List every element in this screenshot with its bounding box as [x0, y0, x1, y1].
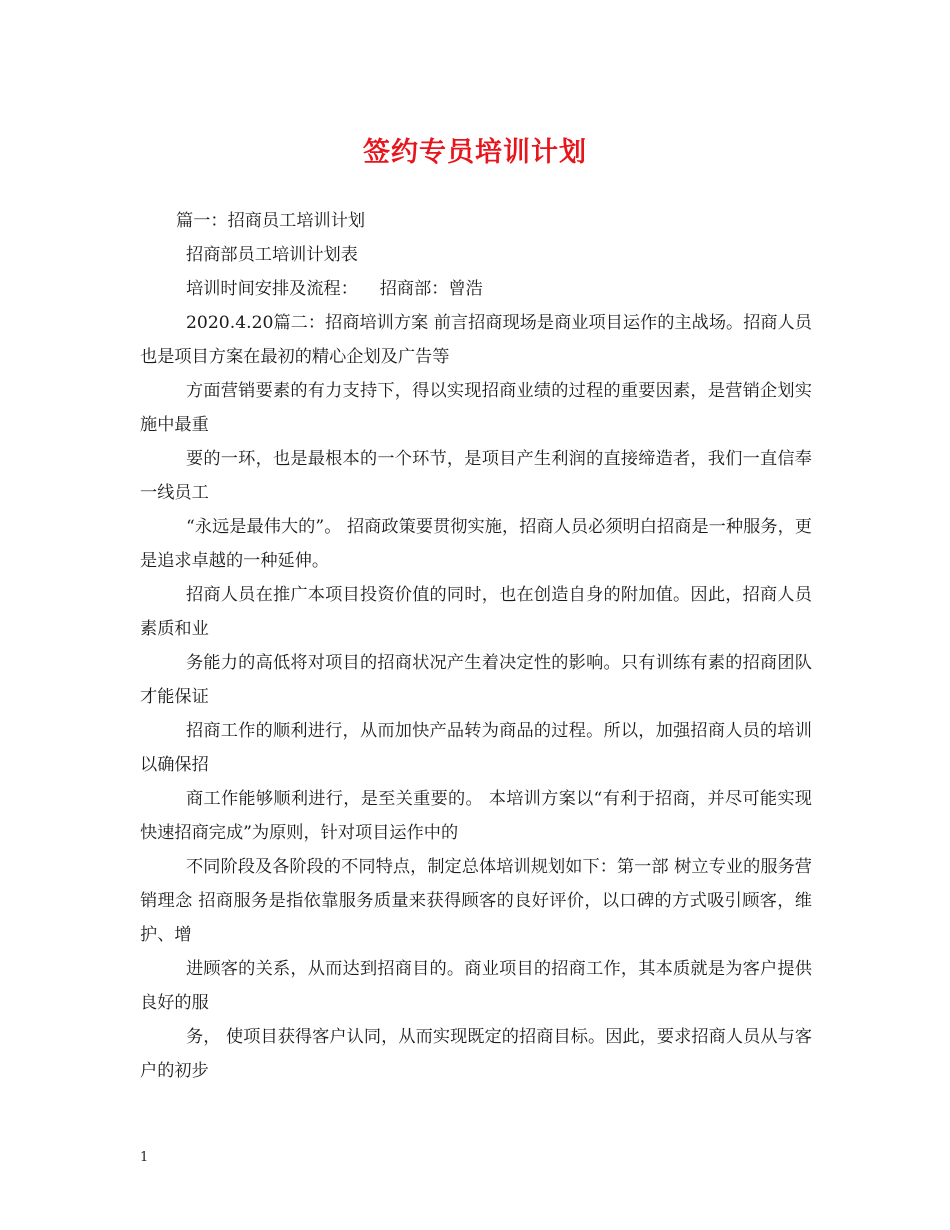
paragraph: 招商人员在推广本项目投资价值的同时，也在创造自身的附加值。因此，招商人员素质和业 — [140, 585, 812, 639]
document-body — [140, 204, 812, 1088]
paragraph: 2020.4.20篇二：招商培训方案 前言招商现场是商业项目运作的主战场。招商人员也是项目方案在最初的精心企划及广告等 — [140, 313, 812, 367]
paragraph: 商工作能够顺利进行，是至关重要的。 本培训方案以“有利于招商，并尽可能实现快速招商完成”为原则，针对项目运作中的 — [140, 789, 812, 843]
paragraph: “永远是最伟大的”。 招商政策要贯彻实施，招商人员必须明白招商是一种服务，更是追求卓越的一种延伸。 — [140, 517, 812, 571]
paragraph: 务能力的高低将对项目的招商状况产生着决定性的影响。只有训练有素的招商团队才能保证 — [140, 653, 812, 707]
paragraph: 方面营销要素的有力支持下，得以实现招商业绩的过程的重要因素，是营销企划实施中最重 — [140, 381, 812, 435]
paragraph: 进顾客的关系，从而达到招商目的。商业项目的招商工作，其本质就是为客户提供良好的服 — [140, 959, 812, 1013]
paragraph: 篇一：招商员工培训计划 — [176, 211, 366, 231]
paragraph: 务， 使项目获得客户认同，从而实现既定的招商目标。因此，要求招商人员从与客户的初步 — [140, 1027, 812, 1081]
paragraph: 招商工作的顺利进行，从而加快产品转为商品的过程。所以，加强招商人员的培训以确保招 — [140, 721, 812, 775]
document-title: 签约专员培训计划 — [363, 137, 587, 168]
paragraph: 要的一环，也是最根本的一个环节，是项目产生利润的直接缔造者，我们一直信奉一线员工 — [140, 449, 812, 503]
paragraph: 不同阶段及各阶段的不同特点，制定总体培训规划如下：第一部 树立专业的服务营销理念 招商服务是指依靠服务质量来获得顾客的良好评价，以口碑的方式吸引顾客，维护、增 — [140, 857, 812, 945]
paragraph: 招商部员工培训计划表 — [186, 245, 358, 265]
paragraph: 培训时间安排及流程： 招商部：曾浩 — [186, 279, 483, 299]
page-number: 1 — [140, 1150, 149, 1165]
